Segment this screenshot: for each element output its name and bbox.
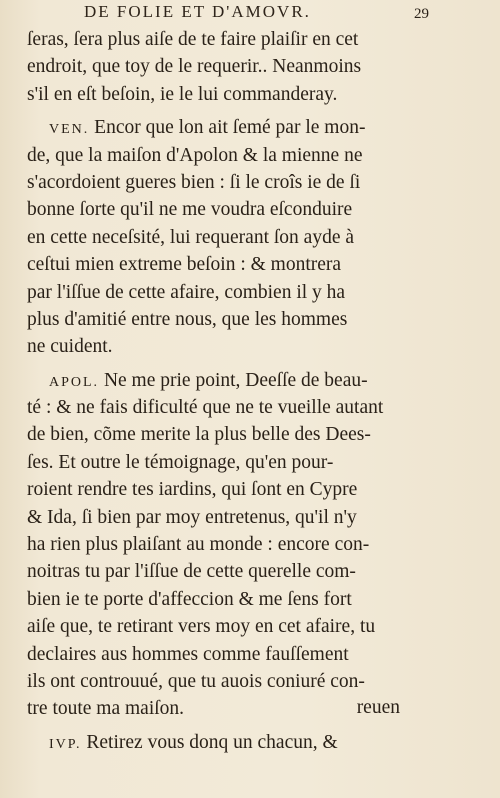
text-line: ſeras, ſera plus aiſe de te faire plaiſir en cet <box>27 29 359 50</box>
speaker-label: APOL. <box>49 374 100 390</box>
text-line: par l'iſſue de cette afaire, combien il y ha <box>27 281 346 303</box>
text-line: ſes. Et outre le témoignage, qu'en pour- <box>27 451 334 473</box>
text-line: endroit, que toy de le requerir.. Neanmoins <box>27 56 362 78</box>
running-title: DE FOLIE ET D'AMOVR. <box>84 2 311 21</box>
text-line: ceſtui mien extreme beſoin : & montrera <box>27 254 342 276</box>
text-line: & Ida, ſi bien par moy entretenus, qu'il n'y <box>27 506 357 528</box>
speaker-label: VEN. <box>49 122 90 138</box>
text-line: bonne ſorte qu'il ne me voudra eſconduire <box>27 199 353 221</box>
text-line: roient rendre tes iardins, qui ſont en Cypre <box>27 479 358 501</box>
text-line: tre toute ma maiſon. <box>27 698 185 720</box>
text-line: ha rien plus plaiſant au monde : encore con- <box>27 534 370 556</box>
speech-first-line <box>27 729 399 756</box>
text-line: en cette neceſsité, lui requerant ſon ayde à <box>27 226 355 248</box>
text-line: Ne me prie point, Deeſſe de beau- <box>103 369 368 391</box>
text-line: de bien, cõme merite la plus belle des Dees- <box>27 424 371 446</box>
text-line: s'il en eſt beſoin, ie le lui commanderay. <box>27 83 338 105</box>
text-line: té : & ne fais dificulté que ne te vueille autant <box>27 397 384 419</box>
text-line: bien ie te porte d'affeccion & me ſens fort <box>27 588 352 610</box>
page-number: 29 <box>414 6 429 22</box>
text-line: declaires aus hommes comme fauſſement <box>27 643 349 665</box>
text-line: Retirez vous donq un chacun, & <box>86 731 338 753</box>
text-line: plus d'amitié entre nous, que les hommes <box>27 308 348 330</box>
text-line: de, que la maiſon d'Apolon & la mienne ne <box>27 144 363 166</box>
speech-first-line <box>27 367 399 394</box>
text-line: s'acordoient gueres bien : ſi le croîs ie de ſi <box>27 171 361 193</box>
catchword: reuen <box>356 697 400 718</box>
text-line: Encor que lon ait ſemé par le mon- <box>94 117 366 139</box>
body-text <box>27 26 399 756</box>
text-line: ils ont controuué, que tu auois coniuré con- <box>27 670 365 692</box>
text-line: aiſe que, te retirant vers moy en cet afaire, tu <box>27 616 376 638</box>
text-line: ne cuident. <box>27 336 113 358</box>
speech-first-line <box>27 114 399 141</box>
speaker-label: IVP. <box>49 736 82 752</box>
text-line: noitras tu par l'iſſue de cette querelle com- <box>27 561 356 583</box>
